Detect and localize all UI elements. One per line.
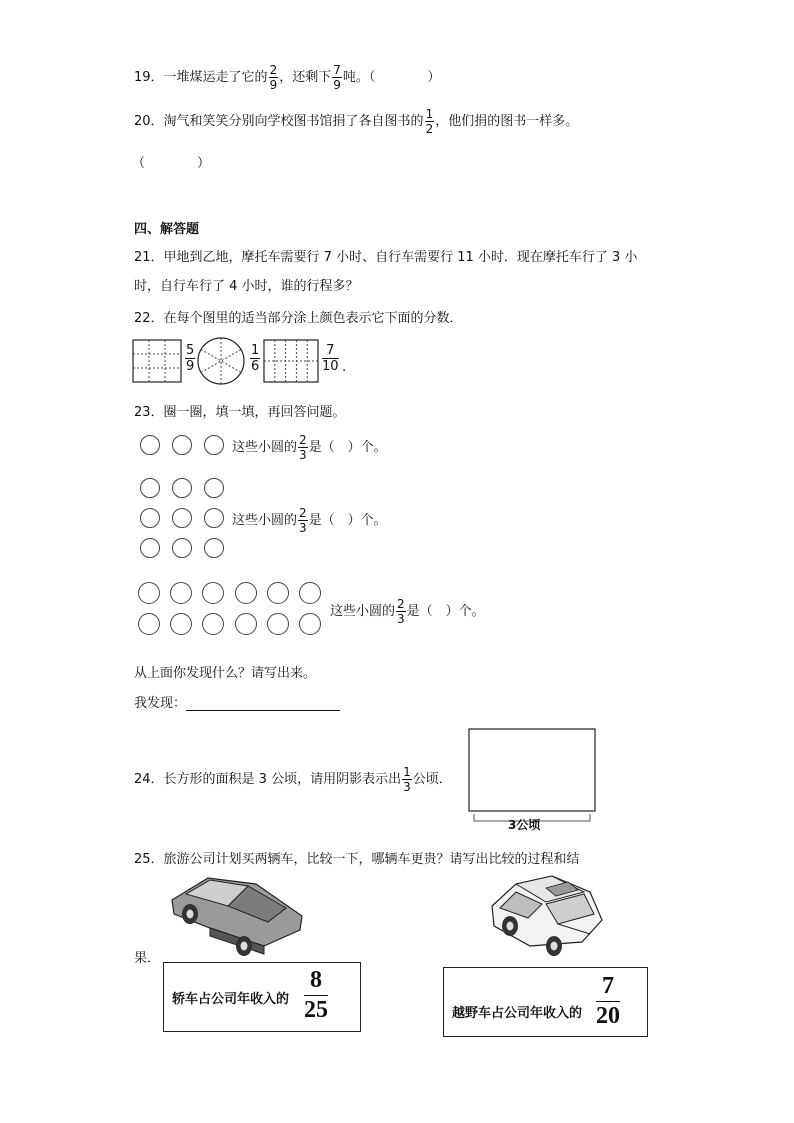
question-21-line2: 时，自行车行了 4 小时，谁的行程多？ [134, 279, 359, 294]
small-circle[interactable] [202, 613, 224, 635]
small-circle[interactable] [235, 613, 257, 635]
rect-width-label: 3公顷 [508, 818, 541, 832]
fraction: $\frac{7}{9}$ [333, 63, 341, 92]
question-25-line2: 果． [134, 951, 161, 966]
q22-figure-svg [132, 338, 352, 384]
small-circle[interactable] [140, 478, 160, 498]
small-circle[interactable] [172, 435, 192, 455]
discover-answer: 我发现： [134, 692, 340, 711]
small-circle[interactable] [267, 613, 289, 635]
small-circle[interactable] [172, 538, 192, 558]
small-circle[interactable] [138, 582, 160, 604]
fraction-label: $\frac{1}{6}$ [251, 343, 260, 374]
small-circle[interactable] [170, 582, 192, 604]
sedan-car-illustration [168, 872, 308, 962]
answer-blank[interactable]: （ ） [132, 156, 211, 171]
rect-grid-figure[interactable] [264, 340, 318, 382]
fraction: $\frac{2}{9}$ [269, 63, 278, 92]
small-circle[interactable] [299, 582, 321, 604]
small-circle[interactable] [170, 613, 192, 635]
q24-rectangle-figure[interactable] [468, 728, 596, 838]
answer-line[interactable] [186, 696, 340, 711]
small-circle[interactable] [204, 538, 224, 558]
question-25-line1: 25．旅游公司计划买两辆车，比较一下，哪辆车更贵？请写出比较的过程和结 [134, 852, 580, 867]
small-circle[interactable] [172, 478, 192, 498]
small-circle[interactable] [204, 435, 224, 455]
question-19: 19．一堆煤运走了它的 $\frac{2}{9}$ ，还剩下 $\frac{7}{9}$ 吨。（ ） [134, 63, 441, 92]
square-grid-figure[interactable] [133, 340, 181, 382]
small-circle[interactable] [140, 508, 160, 528]
small-circle[interactable] [140, 538, 160, 558]
small-circle[interactable] [172, 508, 192, 528]
q23-row-2: 这些小圆的 $\frac{2}{3}$ 是（ ）个。 [232, 506, 387, 535]
small-circle[interactable] [204, 478, 224, 498]
question-20: 20．淘气和笑笑分别向学校图书馆捐了各自图书的 $\frac{1}{2}$ ，他们捐的图书一样多。 [134, 107, 579, 136]
section-heading: 四、解答题 [134, 222, 200, 237]
small-circle[interactable] [138, 613, 160, 635]
small-circle[interactable] [235, 582, 257, 604]
fraction: $\frac{1}{2}$ [425, 107, 434, 136]
suv-car-illustration [486, 872, 606, 962]
small-circle[interactable] [267, 582, 289, 604]
fraction-label: $\frac{5}{9}$ [186, 343, 195, 374]
small-circle[interactable] [204, 508, 224, 528]
question-24: 24．长方形的面积是 3 公顷，请用阴影表示出 $\frac{1}{3}$ 公顷． [134, 765, 452, 794]
suv-info-box: 越野车占公司年收入的 $\frac{7}{20}$ [443, 967, 648, 1037]
q23-row-1: 这些小圆的 $\frac{2}{3}$ 是（ ）个。 [232, 433, 387, 462]
fraction-label: $\frac{7}{10}$ [322, 343, 339, 374]
answer-blank[interactable]: （ ） [368, 70, 441, 85]
small-circle[interactable] [299, 613, 321, 635]
sedan-info-box: 轿车占公司年收入的 $\frac{8}{25}$ [163, 962, 361, 1032]
suv-fraction: $\frac{7}{20}$ [596, 973, 620, 1030]
discover-question: 从上面你发现什么？请写出来。 [134, 666, 317, 681]
circle-sector-figure[interactable] [198, 338, 244, 384]
question-23: 23．圈一圈，填一填，再回答问题。 [134, 405, 346, 420]
q23-row-3: 这些小圆的 $\frac{2}{3}$ 是（ ）个。 [330, 597, 485, 626]
small-circle[interactable] [140, 435, 160, 455]
question-21-line1: 21．甲地到乙地，摩托车需要行 7 小时、自行车需要行 11 小时．现在摩托车行了 3 小 [134, 250, 638, 265]
question-22: 22．在每个图里的适当部分涂上颜色表示它下面的分数． [134, 311, 463, 326]
sedan-fraction: $\frac{8}{25}$ [304, 967, 328, 1024]
small-circle[interactable] [202, 582, 224, 604]
